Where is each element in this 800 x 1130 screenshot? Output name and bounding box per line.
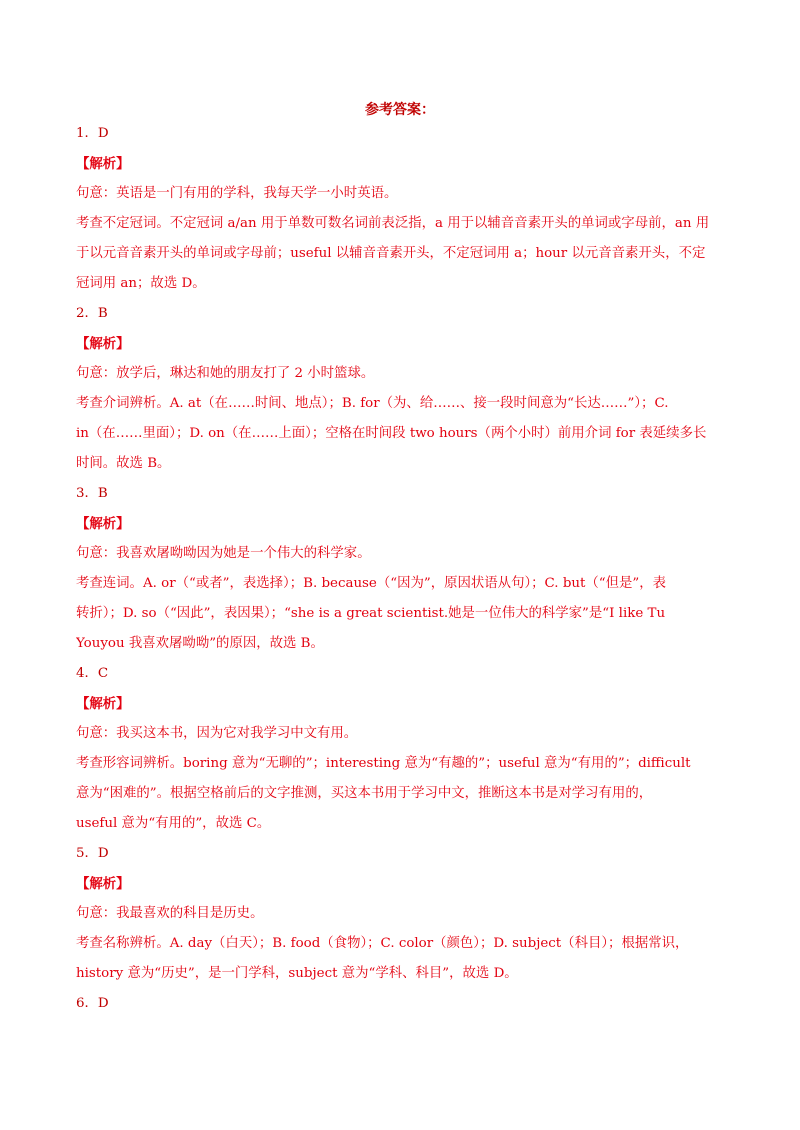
page-title: 参考答案： [365, 102, 435, 118]
analysis-line: 考查介词辨析。A. at（在……时间、地点）；B. for（为、给……、接一段时间意为“长达……”）；C. [76, 396, 669, 411]
analysis-line: Youyou 我喜欢屠呦呦”的原因，故选 B。 [76, 636, 324, 651]
analysis-line: 句意：放学后，琳达和她的朋友打了 2 小时篮球。 [76, 366, 375, 381]
answer-number: 3．B [76, 486, 108, 501]
answer-number: 2．B [76, 306, 108, 321]
analysis-line: 句意：我最喜欢的科目是历史。 [76, 906, 264, 921]
answer-number: 6．D [76, 996, 109, 1011]
answer-list [76, 119, 726, 1019]
analysis-label: 【解析】 [76, 336, 130, 352]
analysis-label: 【解析】 [76, 516, 130, 532]
analysis-line: in（在……里面）；D. on（在……上面）；空格在时间段 two hours（两个小时）前用介词 for 表延续多长 [76, 426, 707, 441]
analysis-label: 【解析】 [76, 156, 130, 172]
analysis-line: 转折）；D. so（“因此”，表因果）；“she is a great scientist.她是一位伟大的科学家”是“I like Tu [76, 606, 666, 621]
analysis-line: history 意为“历史”，是一门学科，subject 意为“学科、科目”，故选 D。 [76, 966, 518, 981]
analysis-line: 意为“困难的”。根据空格前后的文字推测，买这本书用于学习中文，推断这本书是对学习有用的， [76, 786, 653, 801]
answer-number: 1．D [76, 126, 109, 141]
answer-number: 5．D [76, 846, 109, 861]
analysis-line: 冠词用 an；故选 D。 [76, 276, 206, 291]
answer-number: 4．C [76, 666, 109, 681]
analysis-line: 时间。故选 B。 [76, 456, 171, 471]
analysis-line: 句意：英语是一门有用的学科，我每天学一小时英语。 [76, 186, 398, 201]
analysis-line: 考查形容词辨析。boring 意为“无聊的”；interesting 意为“有趣的”；useful 意为“有用的”；difficult [76, 756, 691, 771]
analysis-line: 考查不定冠词。不定冠词 a/an 用于单数可数名词前表泛指，a 用于以辅音音素开头的单词或字母前，an 用 [76, 216, 710, 231]
analysis-line: 句意：我喜欢屠呦呦因为她是一个伟大的科学家。 [76, 546, 371, 561]
analysis-line: useful 意为“有用的”，故选 C。 [76, 816, 271, 831]
analysis-line: 于以元音音素开头的单词或字母前；useful 以辅音音素开头，不定冠词用 a；hour 以元音音素开头，不定 [76, 246, 706, 261]
analysis-line: 考查名称辨析。A. day（白天）；B. food（食物）；C. color（颜色）；D. subject（科目）；根据常识， [76, 936, 689, 951]
analysis-label: 【解析】 [76, 876, 130, 892]
analysis-label: 【解析】 [76, 696, 130, 712]
analysis-line: 句意：我买这本书，因为它对我学习中文有用。 [76, 726, 358, 741]
analysis-line: 考查连词。A. or（“或者”，表选择）；B. because（“因为”，原因状语从句）；C. but（“但是”，表 [76, 576, 667, 591]
